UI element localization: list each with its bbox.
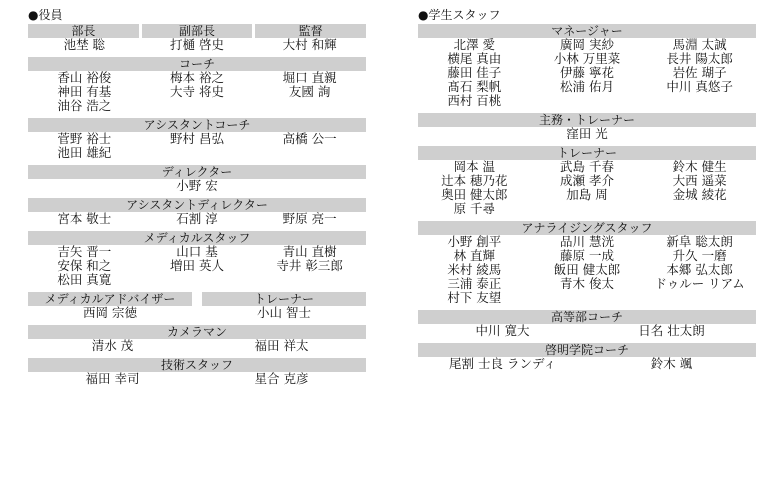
- officers-names: [28, 38, 366, 52]
- director-names: [28, 179, 366, 193]
- name: 窪田 光: [566, 126, 608, 141]
- director-header: ディレクター: [28, 165, 366, 179]
- coach-section: [28, 57, 366, 113]
- name: ドゥルー リアム: [654, 276, 745, 291]
- name: 福田 祥太: [254, 338, 309, 353]
- name: 池田 雄紀: [57, 145, 112, 160]
- trainer-header: トレーナー: [418, 146, 756, 160]
- medical-names: [28, 245, 366, 287]
- name: 梅本 裕之: [170, 70, 224, 85]
- name: 池埜 聡: [63, 37, 106, 52]
- coach-names: [28, 71, 366, 113]
- tech-header: 技術スタッフ: [28, 358, 366, 372]
- name: 藤原 一成: [560, 248, 614, 263]
- name: 野村 昌弘: [170, 131, 224, 146]
- name: 堀口 直親: [282, 70, 337, 85]
- chief-trainer-section: [418, 113, 756, 141]
- manager-header: マネージャー: [418, 24, 756, 38]
- medical-header: メディカルスタッフ: [28, 231, 366, 245]
- name: 小野 創平: [447, 234, 502, 249]
- name: 加島 周: [566, 187, 608, 202]
- medical-section: [28, 231, 366, 287]
- name: 本郷 弘太郎: [666, 262, 733, 277]
- name: 宮本 敬士: [57, 211, 112, 226]
- officers-column: [28, 0, 366, 391]
- name: 増田 英人: [170, 258, 224, 273]
- officers-section: [28, 24, 366, 52]
- asst-coach-names: [28, 132, 366, 160]
- name: 香山 裕俊: [57, 70, 112, 85]
- name: 奥田 健太郎: [441, 187, 508, 202]
- name: 星合 克彦: [254, 371, 309, 386]
- name: 大西 遥菜: [672, 173, 727, 188]
- name: 廣岡 実紗: [560, 37, 614, 52]
- header-kantoku: 監督: [255, 24, 366, 38]
- hs-coach-header: 高等部コーチ: [418, 310, 756, 324]
- keimei-coach-section: [418, 343, 756, 371]
- trainer-header: トレーナー: [202, 292, 366, 306]
- header-fukubucho: 副部長: [142, 24, 253, 38]
- name: 青木 俊太: [560, 276, 614, 291]
- name: 小野 宏: [176, 178, 218, 193]
- name: 油谷 浩之: [57, 98, 112, 113]
- name: 升久 一磨: [672, 248, 727, 263]
- name: 山口 基: [176, 244, 218, 259]
- officers-header-row: [28, 24, 366, 38]
- adviser-trainer-section: [28, 292, 366, 320]
- director-section: [28, 165, 366, 193]
- name: 松浦 佑月: [560, 79, 614, 94]
- name: 髙石 梨帆: [447, 79, 502, 94]
- analyzing-header: アナライジングスタッフ: [418, 221, 756, 235]
- name: 高橋 公一: [282, 131, 337, 146]
- name: 野原 亮一: [282, 211, 337, 226]
- name: 北澤 愛: [453, 37, 496, 52]
- name: 鈴木 健生: [672, 159, 727, 174]
- asst-coach-header: アシスタントコーチ: [28, 118, 366, 132]
- adviser-names: [28, 306, 192, 320]
- name: 青山 直樹: [282, 244, 337, 259]
- name: 武島 千春: [560, 159, 614, 174]
- name: 菅野 裕士: [57, 131, 112, 146]
- name: 中川 真悠子: [666, 79, 733, 94]
- tech-names: [28, 372, 366, 386]
- camera-names: [28, 339, 366, 353]
- name: 小山 智士: [257, 305, 311, 320]
- name: 村下 友望: [447, 290, 502, 305]
- asst-director-section: [28, 198, 366, 226]
- camera-section: [28, 325, 366, 353]
- coach-header: コーチ: [28, 57, 366, 71]
- asst-coach-section: [28, 118, 366, 160]
- name: 馬淵 太誠: [672, 37, 727, 52]
- trainer-section: [418, 146, 756, 216]
- name: 中川 寛大: [475, 323, 530, 338]
- camera-header: カメラマン: [28, 325, 366, 339]
- name: 成瀬 孝介: [560, 173, 614, 188]
- keimei-coach-names: [418, 357, 756, 371]
- officers-heading: ●役員: [28, 8, 63, 22]
- hs-coach-section: [418, 310, 756, 338]
- name: 友國 詢: [288, 84, 331, 99]
- analyzing-names: [418, 235, 756, 305]
- name: 藤田 佳子: [447, 65, 502, 80]
- name: 林 直輝: [453, 248, 496, 263]
- name: 神田 有基: [57, 84, 112, 99]
- name: 原 千尋: [453, 201, 496, 216]
- name: 岡本 温: [453, 159, 496, 174]
- trainer-names: [202, 306, 366, 320]
- tech-section: [28, 358, 366, 386]
- name: 岩佐 瑚子: [672, 65, 727, 80]
- name: 新阜 聡太朗: [666, 234, 733, 249]
- chief-trainer-names: [418, 127, 756, 141]
- hs-coach-names: [418, 324, 756, 338]
- name: 松田 真寛: [57, 272, 112, 287]
- name: 西村 百桃: [447, 93, 502, 108]
- name: 大寺 将史: [170, 84, 224, 99]
- chief-trainer-header: 主務・トレーナー: [418, 113, 756, 127]
- name: 飯田 健太郎: [553, 262, 621, 277]
- trainer-block: [202, 292, 366, 320]
- name: 福田 幸司: [85, 371, 140, 386]
- name: 打樋 啓史: [170, 37, 224, 52]
- name: 小林 万里菜: [553, 51, 621, 66]
- name: 安保 和之: [57, 258, 112, 273]
- name: 尾割 士良 ランディ: [449, 356, 556, 371]
- header-bucho: 部長: [28, 24, 139, 38]
- name: 石割 淳: [176, 211, 218, 226]
- name: 品川 慧洸: [560, 234, 614, 249]
- name: 金城 綾花: [672, 187, 727, 202]
- name: 横尾 真由: [447, 51, 502, 66]
- name: 辻本 穂乃花: [441, 173, 508, 188]
- name: 伊藤 寧花: [560, 65, 614, 80]
- name: 大村 和輝: [282, 37, 337, 52]
- name: 米村 綾馬: [447, 262, 502, 277]
- trainer-names: [418, 160, 756, 216]
- student-staff-column: [418, 0, 756, 376]
- name: 吉矢 晋一: [57, 244, 112, 259]
- asst-director-header: アシスタントディレクター: [28, 198, 366, 212]
- name: 西岡 宗徳: [83, 305, 137, 320]
- name: 長井 陽太郎: [666, 51, 733, 66]
- adviser-block: [28, 292, 192, 320]
- adviser-header: メディカルアドバイザー: [28, 292, 192, 306]
- manager-names: [418, 38, 756, 108]
- manager-section: [418, 24, 756, 108]
- student-staff-heading: ●学生スタッフ: [418, 8, 501, 22]
- name: 清水 茂: [91, 338, 134, 353]
- name: 寺井 彰三郎: [276, 258, 343, 273]
- asst-director-names: [28, 212, 366, 226]
- name: 鈴木 颯: [650, 356, 693, 371]
- keimei-coach-header: 啓明学院コーチ: [418, 343, 756, 357]
- name: 日名 壮太朗: [638, 323, 705, 338]
- name: 三浦 泰正: [447, 276, 502, 291]
- analyzing-section: [418, 221, 756, 305]
